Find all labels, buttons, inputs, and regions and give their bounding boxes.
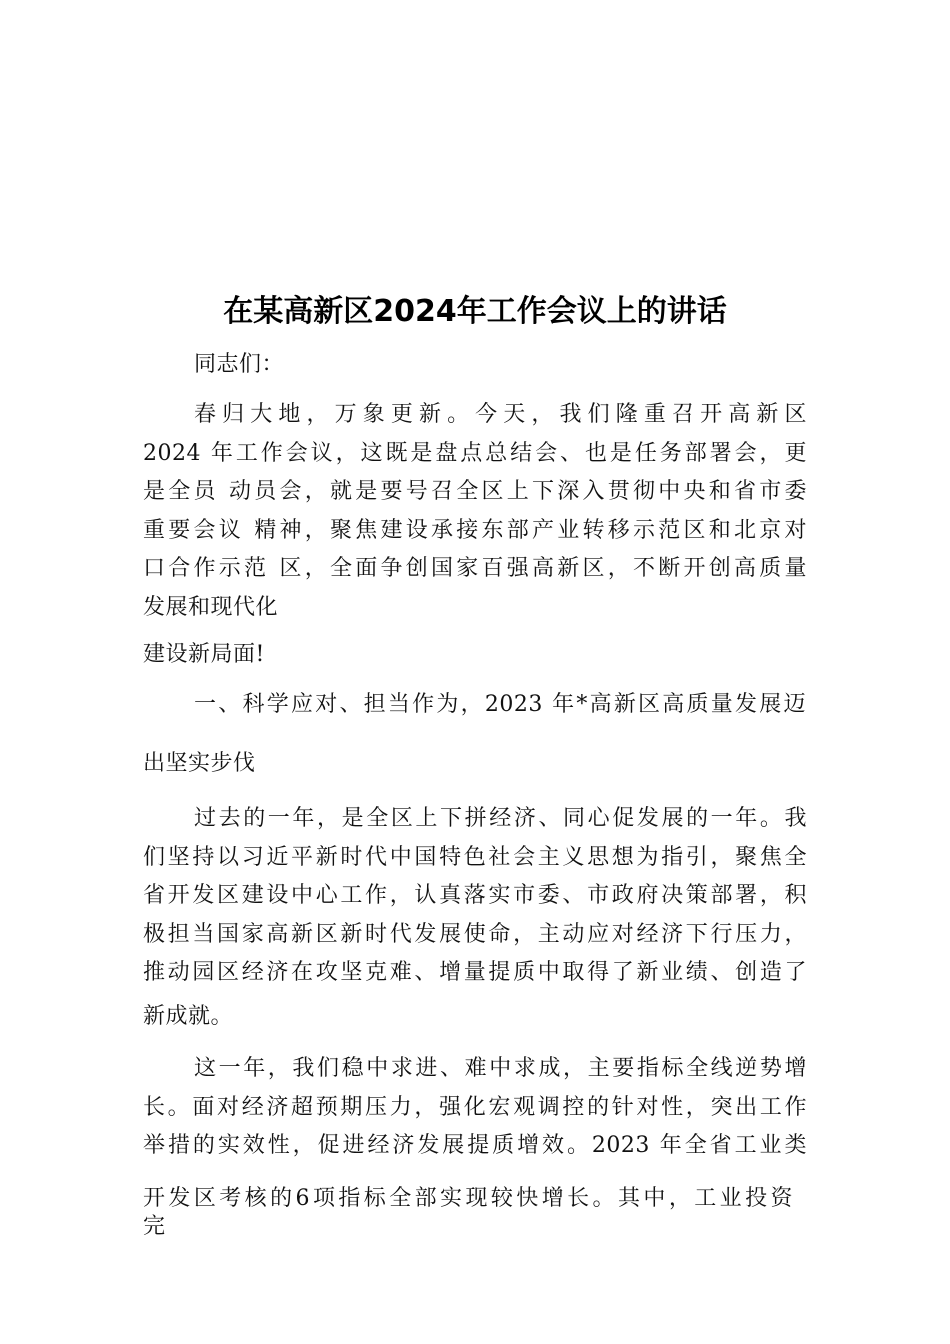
paragraph-line: 过去的一年，是全区上下拼经济、同心促发展的一年。我	[194, 806, 807, 831]
paragraph-line: 推动园区经济在攻坚克难、增量提质中取得了新业绩、创造了	[143, 960, 807, 985]
paragraph-line: 极担当国家高新区新时代发展使命，主动应对经济下行压力，	[143, 921, 807, 947]
paragraph-line: 重要会议 精神，聚焦建设承接东部产业转移示范区和北京对	[143, 517, 807, 543]
paragraph-line: 举措的实效性，促进经济发展提质增效。2023 年全省工业类	[143, 1133, 807, 1158]
paragraph-line: 开发区考核的6项指标全部实现较快增长。其中，工业投资	[143, 1186, 793, 1211]
heading-line: 一、科学应对、担当作为，2023 年*高新区高质量发展迈	[194, 692, 806, 717]
paragraph-5	[143, 1180, 793, 1219]
document-title: 在某高新区2024年工作会议上的讲话	[223, 294, 727, 329]
section-heading	[194, 686, 806, 725]
paragraph-line: 发展和现代化	[143, 594, 279, 620]
paragraph-5-wrap: 完	[143, 1214, 166, 1239]
paragraph-line: 这一年，我们稳中求进、难中求成，主要指标全线逆势增	[194, 1056, 807, 1081]
paragraph-line: 2024 年工作会议，这既是盘点总结会、也是任务部署会，更	[143, 440, 807, 466]
paragraph-2: 建设新局面!	[143, 642, 265, 667]
paragraph-1	[143, 396, 807, 627]
paragraph-line: 们坚持以习近平新时代中国特色社会主义思想为指引，聚焦全	[143, 844, 807, 870]
paragraph-3-ending: 新成就。	[143, 1004, 234, 1029]
paragraph-line: 春归大地，万象更新。今天，我们隆重召开高新区	[194, 402, 807, 427]
paragraph-line: 长。面对经济超预期压力，强化宏观调控的针对性，突出工作	[143, 1094, 807, 1120]
paragraph-3	[143, 800, 807, 993]
paragraph-line: 省开发区建设中心工作，认真落实市委、市政府决策部署，积	[143, 883, 807, 908]
salutation: 同志们：	[194, 352, 285, 377]
paragraph-line: 是全员 动员会，就是要号召全区上下深入贯彻中央和省市委	[143, 479, 807, 504]
section-heading-continued: 出坚实步伐	[143, 751, 256, 776]
paragraph-4	[143, 1050, 807, 1166]
paragraph-line: 口合作示范 区，全面争创国家百强高新区，不断开创高质量	[143, 556, 807, 581]
